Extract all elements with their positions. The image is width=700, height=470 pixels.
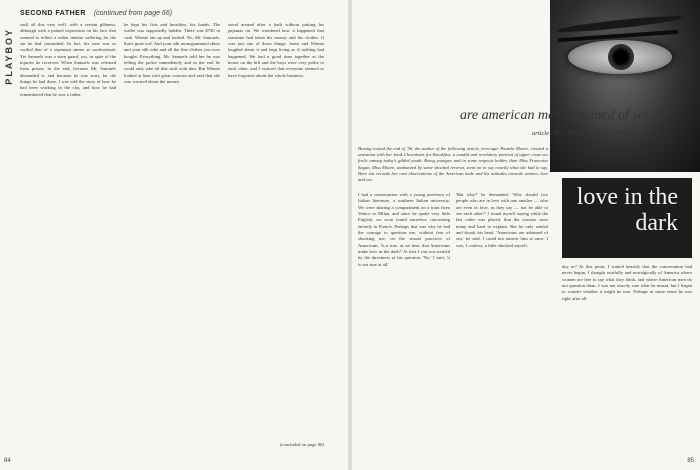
right-column-3: day or? At this point, I waited heartily that the conversation had never begun. I thought wistfully and nostalgically of America where women are free to say what they think, and where American men do not question them. I was not exactly sure what he meant, but I began to wonder whether it might be true. Perhaps in some sense he was right after all. xyxy=(562,264,692,301)
left-column-2: he kept his fists and knuckles, his hands. The wallet was supposedly hidden. There was $750 in cash. Winnie ran up and looked. No, Mr. Samuels, that's gone too! And your silk monogrammed shirts and your silk robe and all the fine clothes you ever bought. Everything. Mr. Samuels told her he was telling the police immediately and in the end he could only take all that stuff with him. But Winnie looked at him with great concern and said that she was worried about the money. xyxy=(124,22,220,85)
left-column-1: stuff all this very well, with a certain glibness, although with a pained expression on his face that seemed to reflect a rather intense suffering for the sin he had committed. In fact, his tone was so cordial that of a repentant sinner at confessional. Yet Samuels was a stern guard, too, in spite of the injuries he received. When Samuels was released from prison, in the end, because Mr. Samuels demanded it, and because he was sorry for the things he had done, I was told the story of how he had been working in the city, and how he had remembered that he was a father. xyxy=(20,22,116,97)
story-header xyxy=(20,10,172,17)
article-question: are american men ashamed of sex? xyxy=(460,108,658,123)
continuation-note: (continued from page 66) xyxy=(93,10,173,17)
byline xyxy=(532,130,633,137)
eye-photo xyxy=(550,0,700,172)
left-column-3: stood around after a bath without putting his pajamas on. We wondered how it happened that someone had taken his money and his clothes. It was just one of those things. Jones and Winnie laughed about it and kept living as if nothing had happened. We had a good time together at the house on the hill and the boys were very polite to each other, and I noticed that everyone seemed to have forgotten about the whole business. xyxy=(228,22,324,78)
love-title: love in the dark xyxy=(576,184,678,236)
iris-shape xyxy=(608,44,634,70)
page-number-left: 84 xyxy=(4,458,11,464)
story-title: SECOND FATHER xyxy=(20,10,86,17)
article-deck: Having toured the end of '56, the author of the following article, teen-ager Pamela Moore, created a sensation with her book Chocolates for Breakfast, a candid and revelatory portrait of upper crust sex frolic among today's gilded youth. Being younger, and in some respects bolder, than Miss Francoise Sagan, Miss Moore, undaunted by some shocked reviews, went on to say exactly what she had to say. Here she records her own observations of the American male and his attitudes towards women, love and sex. xyxy=(358,146,548,183)
eye-shape xyxy=(568,40,672,74)
page-number-right: 85 xyxy=(687,458,694,464)
magazine-brand: PLAYBOY xyxy=(4,28,14,85)
byline-author: By PAMELA MOORE xyxy=(554,130,633,137)
right-column-1: I had a conversation with a young professor of Italian literature, a southern Italian university. We were sharing a compartment on a train from Venice to Milan, and since he spoke very little English, we soon found ourselves conversing entirely in French. Perhaps that was why he had the courage to question me, without fear of shocking me, on the sexual practices of Americans. 'Is it true, as we hear, that Americans make love in the dark?' At first I was not startled by the directness of his question. 'No,' I said, 'it is not true at all.' xyxy=(358,192,450,267)
right-column-2: 'But why?' he demanded. 'Why should two people who are in love with one another — who are even in love, as they say — not be able to see each other?' I found myself saying while the last order was placed, that the reasons were many and hard to explain. But he only smiled and shook his head. 'Americans are ashamed of sex,' he said. I could not answer him at once; I was, I confess, a little shocked myself. xyxy=(456,192,548,248)
continued-note: (concluded on page 86) xyxy=(279,442,324,447)
love-title-block xyxy=(562,178,692,258)
byline-article: article xyxy=(532,130,549,137)
right-page xyxy=(352,0,700,470)
left-page xyxy=(0,0,348,470)
